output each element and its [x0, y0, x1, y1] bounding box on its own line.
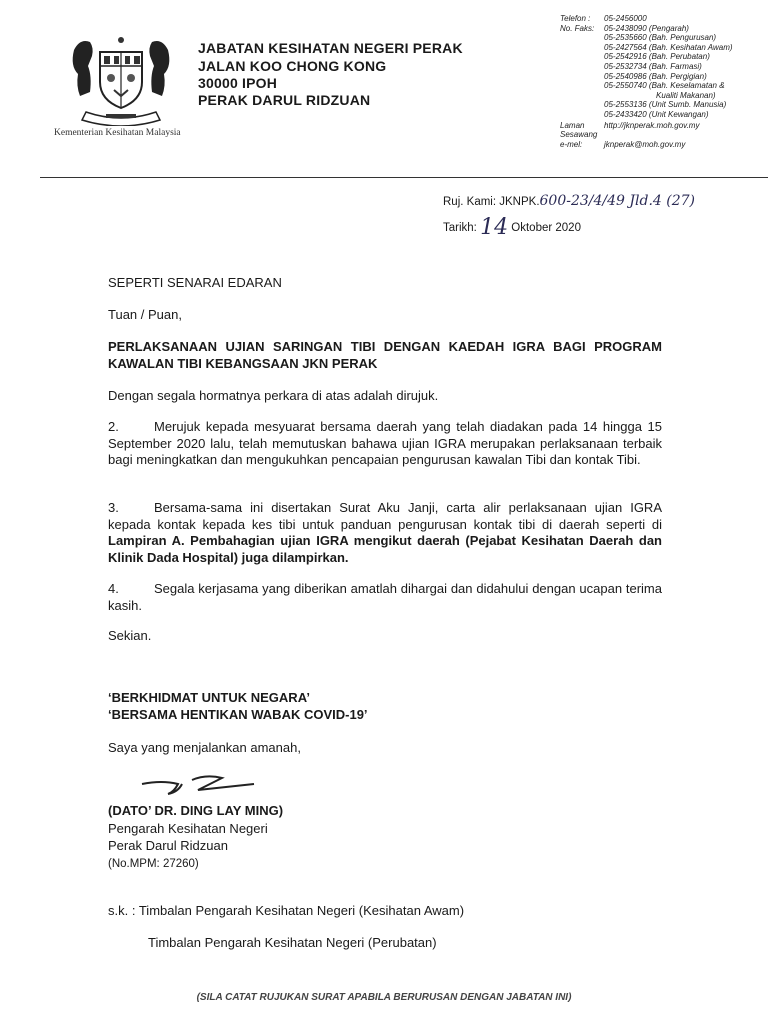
tarikh-rest: Oktober 2020 — [511, 222, 581, 234]
org-state: PERAK DARUL RIDZUAN — [198, 92, 371, 108]
org-name: JABATAN KESIHATAN NEGERI PERAK — [198, 40, 463, 56]
header-divider — [40, 177, 768, 178]
fax-line: 05-2433420 (Unit Kewangan) — [604, 109, 709, 119]
paragraph-2-number: 2. — [108, 419, 119, 434]
paragraph-1: Dengan segala hormatnya perkara di atas adalah dirujuk. — [108, 388, 439, 403]
cc-label: s.k. : — [108, 903, 136, 918]
paragraph-3 — [108, 500, 662, 566]
malaysia-coat-of-arms-icon — [66, 30, 176, 126]
fax-line: 05-2532734 (Bah. Farmasi) — [604, 61, 702, 71]
tarikh-label: Tarikh: — [443, 222, 477, 234]
contact-block — [560, 14, 765, 149]
fax-line: 05-2535660 (Bah. Pengurusan) — [604, 33, 717, 43]
paragraph-3-number: 3. — [108, 500, 119, 515]
email-value[interactable]: jknperak@moh.gov.my — [604, 139, 686, 149]
website-value[interactable]: http://jknperak.moh.gov.my — [604, 120, 700, 130]
salutation: Tuan / Puan, — [108, 307, 182, 322]
fax-line: 05-2427564 (Bah. Kesihatan Awam) — [604, 42, 733, 52]
subject-heading: PERLAKSANAAN UJIAN SARINGAN TIBI DENGAN KAEDAH IGRA BAGI PROGRAM KAWALAN TIBI KEBANGSAAN JKN PERAK — [108, 339, 662, 371]
org-street: JALAN KOO CHONG KONG — [198, 58, 387, 74]
trust-line: Saya yang menjalankan amanah, — [108, 740, 301, 755]
signatory-title-1: Pengarah Kesihatan Negeri — [108, 821, 268, 836]
signature-mark — [138, 766, 268, 796]
paragraph-4-text: Segala kerjasama yang diberikan amatlah dihargai dan didahului dengan ucapan terima kasih. — [108, 581, 662, 613]
ruj-handwritten: 600-23/4/49 Jld.4 (27) — [539, 193, 695, 209]
telefon-label: Telefon : — [560, 14, 591, 23]
fax-line: 05-2542916 (Bah. Perubatan) — [604, 52, 710, 62]
paragraph-3-attachment: Lampiran A. Pembahagian ujian IGRA mengikut daerah (Pejabat Kesihatan Daerah dan Klinik Dada Hospital) juga dilampirkan. — [108, 533, 662, 565]
paragraph-2 — [108, 419, 662, 469]
telefon-value: 05-2456000 — [604, 14, 647, 23]
fax-line: 05-2550740 (Bah. Keselamatan & — [604, 81, 725, 91]
signatory-title-2: Perak Darul Ridzuan — [108, 838, 228, 853]
paragraph-4-number: 4. — [108, 581, 119, 596]
website-label: Laman Sesawang — [560, 120, 598, 140]
fax-label: No. Faks: — [560, 23, 595, 33]
fax-line: 05-2553136 (Unit Sumb. Manusia) — [604, 100, 727, 110]
paragraph-2-text: Merujuk kepada mesyuarat bersama daerah yang telah diadakan pada 14 hingga 15 September 2020 lalu, telah memutuskan bahawa ujian IGRA merupakan perlaksanaan terbaik bagi meningkatkan dan mengukuhkan pencapaian pengurusan kawalan Tibi dan kontak Tibi. — [108, 419, 662, 467]
date-line — [443, 212, 581, 240]
footer-note: (SILA CATAT RUJUKAN SURAT APABILA BERURUSAN DENGAN JABATAN INI) — [196, 992, 572, 1003]
fax-line: 05-2438090 (Pengarah) — [604, 23, 689, 33]
fax-line: Kualiti Makanan) — [656, 90, 716, 100]
closing: Sekian. — [108, 628, 152, 643]
ministry-name: Kementerian Kesihatan Malaysia — [54, 128, 181, 138]
paragraph-4 — [108, 581, 662, 614]
cc-line-1 — [108, 903, 708, 920]
signatory-name: (DATO’ DR. DING LAY MING) — [108, 803, 284, 818]
email-label: e-mel: — [560, 139, 583, 149]
reference-line — [443, 193, 695, 209]
signatory-mpm: (No.MPM: 27260) — [108, 858, 199, 870]
ruj-printed: JKNPK. — [499, 196, 540, 208]
tarikh-day-handwritten: 14 — [480, 215, 509, 240]
fax-line: 05-2540986 (Bah. Pergigian) — [604, 71, 707, 81]
paragraph-3-text: Bersama-sama ini disertakan Surat Aku Janji, carta alir perlaksanaan ujian IGRA kepada kontak kepada kes tibi untuk panduan pengurusan kontak tibi di daerah seperti di — [108, 500, 662, 532]
recipient: SEPERTI SENARAI EDARAN — [108, 275, 282, 290]
cc-item: Timbalan Pengarah Kesihatan Negeri (Perubatan) — [148, 935, 437, 950]
org-postcode-city: 30000 IPOH — [198, 75, 278, 91]
motto-line-1: ‘BERKHIDMAT UNTUK NEGARA’ — [108, 690, 310, 705]
ruj-label: Ruj. Kami: — [443, 196, 497, 208]
motto-line-2: ‘BERSAMA HENTIKAN WABAK COVID-19’ — [108, 707, 368, 722]
cc-item: Timbalan Pengarah Kesihatan Negeri (Kesihatan Awam) — [138, 903, 465, 918]
